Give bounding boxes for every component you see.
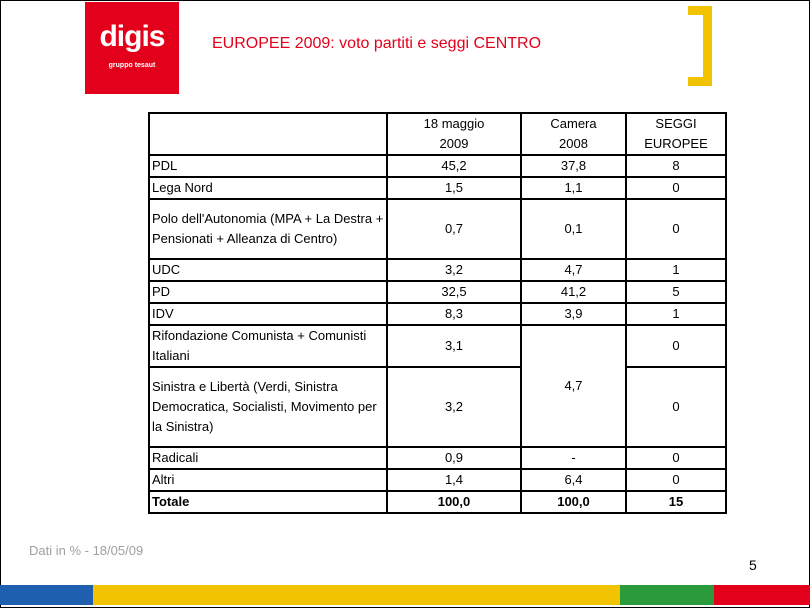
- seats-value: 8: [626, 155, 726, 177]
- seats-value: 0: [626, 367, 726, 447]
- party-name: Radicali: [149, 447, 387, 469]
- bracket-decoration: [688, 6, 712, 86]
- value-2008: 4,7: [521, 259, 626, 281]
- party-name: Lega Nord: [149, 177, 387, 199]
- table-row: [149, 199, 726, 259]
- value-2009: 1,5: [387, 177, 521, 199]
- party-name: UDC: [149, 259, 387, 281]
- value-2008: 3,9: [521, 303, 626, 325]
- party-name: IDV: [149, 303, 387, 325]
- total-2009: 100,0: [387, 491, 521, 513]
- results-table: [148, 112, 727, 514]
- seats-value: 0: [626, 447, 726, 469]
- value-2008: 1,1: [521, 177, 626, 199]
- value-2008: -: [521, 447, 626, 469]
- footer-bar-red: [714, 585, 810, 605]
- value-2008: 41,2: [521, 281, 626, 303]
- total-seats: 15: [626, 491, 726, 513]
- party-name: Rifondazione Comunista + Comunisti Italiani: [149, 325, 387, 367]
- seats-value: 0: [626, 325, 726, 367]
- seats-value: 0: [626, 177, 726, 199]
- footer-bar-yellow: [93, 585, 620, 605]
- total-label: Totale: [149, 491, 387, 513]
- footer-bar-green: [620, 585, 714, 605]
- party-name: Polo dell'Autonomia (MPA + La Destra + Pensionati + Alleanza di Centro): [149, 199, 387, 259]
- value-2009: 0,9: [387, 447, 521, 469]
- header-2009-line1: 18 maggio: [423, 116, 485, 131]
- party-name: PD: [149, 281, 387, 303]
- party-name: Altri: [149, 469, 387, 491]
- page-number: 5: [749, 557, 757, 573]
- value-2008: 6,4: [521, 469, 626, 491]
- value-2009: 45,2: [387, 155, 521, 177]
- value-2009: 3,2: [387, 259, 521, 281]
- table-row: [149, 469, 726, 491]
- seats-value: 0: [626, 469, 726, 491]
- party-name: Sinistra e Libertà (Verdi, Sinistra Democratica, Socialisti, Movimento per la Sinistra): [149, 367, 387, 447]
- table-row: [149, 177, 726, 199]
- table-row: [149, 367, 726, 447]
- logo-text: digis: [99, 20, 165, 53]
- value-2008: 37,8: [521, 155, 626, 177]
- value-2009: 3,2: [387, 367, 521, 447]
- value-2008-merged: 4,7: [521, 325, 626, 447]
- footer-note: Dati in % - 18/05/09: [29, 543, 144, 558]
- header-seggi-line2: EUROPEE: [644, 136, 708, 151]
- seats-value: 1: [626, 303, 726, 325]
- digis-logo: [85, 2, 179, 94]
- seats-value: 5: [626, 281, 726, 303]
- seats-value: 1: [626, 259, 726, 281]
- table-header-row: [149, 113, 726, 155]
- header-cell-party: [149, 113, 387, 155]
- value-2009: 1,4: [387, 469, 521, 491]
- value-2009: 8,3: [387, 303, 521, 325]
- table-row: [149, 325, 726, 367]
- table-row: [149, 155, 726, 177]
- header-2009-line2: 2009: [439, 136, 469, 151]
- value-2008: 0,1: [521, 199, 626, 259]
- value-2009: 0,7: [387, 199, 521, 259]
- header-cell-2009: [387, 113, 521, 155]
- header-cell-2008: [521, 113, 626, 155]
- table-row: [149, 281, 726, 303]
- slide-title: EUROPEE 2009: voto partiti e seggi CENTRO: [212, 35, 542, 52]
- header-cell-seggi: [626, 113, 726, 155]
- party-name: PDL: [149, 155, 387, 177]
- value-2009: 3,1: [387, 325, 521, 367]
- logo-subtext: gruppo tesaut: [108, 62, 156, 69]
- footer-bar-blue: [0, 585, 93, 605]
- value-2009: 32,5: [387, 281, 521, 303]
- table-row: [149, 303, 726, 325]
- header-2008-line1: Camera: [550, 116, 597, 131]
- table-total-row: [149, 491, 726, 513]
- table-row: [149, 447, 726, 469]
- total-2008: 100,0: [521, 491, 626, 513]
- header-2008-line2: 2008: [559, 136, 588, 151]
- header-seggi-line1: SEGGI: [655, 116, 697, 131]
- table-row: [149, 259, 726, 281]
- seats-value: 0: [626, 199, 726, 259]
